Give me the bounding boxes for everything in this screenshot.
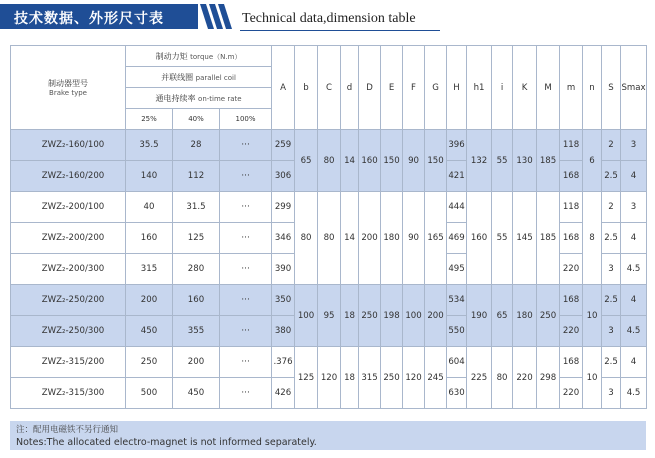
dim-Smax-cell: 4.5 [621,378,647,409]
dim-Smax-cell: 3 [621,130,647,161]
dim-F-cell: 90 [403,130,425,192]
dim-A-cell: 346 [272,223,295,254]
dim-S-cell: 2.5 [602,223,621,254]
ontime-header: 通电持续率 on-time rate [126,88,272,109]
dim-d-cell: 14 [341,192,359,285]
dim-header-n: n [583,46,602,130]
dim-F-cell: 100 [403,285,425,347]
table-row [11,285,647,316]
torque-40-cell: 31.5 [173,192,220,223]
dim-K-cell: 145 [513,192,537,285]
torque-25-cell: 450 [126,316,173,347]
dim-S-cell: 3 [602,378,621,409]
model-cell: ZWZ₂-250/200 [11,285,126,316]
table-row [11,192,647,223]
dim-K-cell: 130 [513,130,537,192]
dim-header-F: F [403,46,425,130]
torque-40-cell: 28 [173,130,220,161]
dim-header-Smax: Smax [621,46,647,130]
dim-C-cell: 80 [318,130,341,192]
dim-H-cell: 469 [447,223,467,254]
model-cell: ZWZ₂-315/300 [11,378,126,409]
dim-G-cell: 150 [425,130,447,192]
dim-G-cell: 165 [425,192,447,285]
dim-n-cell: 6 [583,130,602,192]
dim-header-d: d [341,46,359,130]
torque-100-cell: ··· [220,161,272,192]
model-cell: ZWZ₂-315/200 [11,347,126,378]
torque-40-cell: 280 [173,254,220,285]
torque-40-cell: 160 [173,285,220,316]
dim-A-cell: 350 [272,285,295,316]
dim-D-cell: 250 [359,285,381,347]
dim-A-cell: 306 [272,161,295,192]
torque-25-cell: 500 [126,378,173,409]
dim-S-cell: 2 [602,192,621,223]
dim-header-K: K [513,46,537,130]
dim-S-cell: 3 [602,254,621,285]
page-header [0,0,655,36]
dim-Smax-cell: 4 [621,285,647,316]
model-cell: ZWZ₂-160/200 [11,161,126,192]
torque-25-cell: 315 [126,254,173,285]
dim-S-cell: 2 [602,130,621,161]
dim-H-cell: 421 [447,161,467,192]
slash-decoration-icon [200,4,232,29]
dim-m-cell: 220 [560,378,583,409]
dim-Smax-cell: 4 [621,223,647,254]
model-cell: ZWZ₂-250/300 [11,316,126,347]
dim-header-b: b [295,46,318,130]
dim-i-cell: 55 [492,130,513,192]
dim-H-cell: 534 [447,285,467,316]
model-cell: ZWZ₂-200/200 [11,223,126,254]
title-cn: 技术数据、外形尺寸表 [14,11,164,27]
spec-table [10,45,647,409]
title-underline [240,30,440,31]
dim-m-cell: 168 [560,223,583,254]
dim-G-cell: 200 [425,285,447,347]
title-banner [0,4,198,29]
dim-b-cell: 65 [295,130,318,192]
torque-100-cell: ··· [220,192,272,223]
dim-header-D: D [359,46,381,130]
dim-F-cell: 90 [403,192,425,285]
model-cell: ZWZ₂-160/100 [11,130,126,161]
dim-C-cell: 120 [318,347,341,409]
dim-S-cell: 2.5 [602,347,621,378]
torque-25-cell: 160 [126,223,173,254]
dim-d-cell: 18 [341,347,359,409]
dim-C-cell: 80 [318,192,341,285]
dim-header-M: M [537,46,560,130]
model-cell: ZWZ₂-200/100 [11,192,126,223]
dim-M-cell: 185 [537,130,560,192]
torque-40-cell: 112 [173,161,220,192]
dim-H-cell: 604 [447,347,467,378]
dim-A-cell: 380 [272,316,295,347]
torque-100-cell: ··· [220,285,272,316]
dim-Smax-cell: 4.5 [621,254,647,285]
dim-H-cell: 630 [447,378,467,409]
dim-header-S: S [602,46,621,130]
dim-n-cell: 10 [583,347,602,409]
pct-100-header: 100% [220,109,272,130]
dim-A-cell: 299 [272,192,295,223]
dim-m-cell: 168 [560,161,583,192]
dim-b-cell: 125 [295,347,318,409]
dim-A-cell: .376 [272,347,295,378]
dim-D-cell: 200 [359,192,381,285]
dim-i-cell: 65 [492,285,513,347]
dim-header-C: C [318,46,341,130]
torque-25-cell: 250 [126,347,173,378]
dim-K-cell: 220 [513,347,537,409]
dim-H-cell: 444 [447,192,467,223]
torque-40-cell: 200 [173,347,220,378]
title-en: Technical data,dimension table [242,11,416,26]
dim-i-cell: 80 [492,347,513,409]
dim-E-cell: 250 [381,347,403,409]
dim-E-cell: 180 [381,192,403,285]
dim-h1-cell: 225 [467,347,492,409]
dim-d-cell: 18 [341,285,359,347]
dim-F-cell: 120 [403,347,425,409]
pct-40-header: 40% [173,109,220,130]
dim-h1-cell: 160 [467,192,492,285]
dim-A-cell: 259 [272,130,295,161]
dim-header-G: G [425,46,447,130]
dim-header-E: E [381,46,403,130]
dim-M-cell: 185 [537,192,560,285]
torque-100-cell: ··· [220,223,272,254]
note-cn: 注：配用电磁铁不另行通知 [16,425,119,435]
dim-Smax-cell: 3 [621,192,647,223]
dim-m-cell: 220 [560,254,583,285]
dim-header-H: H [447,46,467,130]
dim-n-cell: 8 [583,192,602,285]
dim-Smax-cell: 4 [621,161,647,192]
dim-h1-cell: 190 [467,285,492,347]
torque-25-cell: 40 [126,192,173,223]
note-en: Notes:The allocated electro-magnet is not informed separately. [16,437,317,448]
table-row [11,130,647,161]
torque-100-cell: ··· [220,254,272,285]
dim-h1-cell: 132 [467,130,492,192]
dim-H-cell: 495 [447,254,467,285]
model-cell: ZWZ₂-200/300 [11,254,126,285]
dim-b-cell: 80 [295,192,318,285]
torque-100-cell: ··· [220,316,272,347]
dim-C-cell: 95 [318,285,341,347]
model-header: 制动器型号 Brake type [11,46,126,130]
dim-K-cell: 180 [513,285,537,347]
dim-E-cell: 150 [381,130,403,192]
dim-n-cell: 10 [583,285,602,347]
torque-25-cell: 140 [126,161,173,192]
notes-box [10,421,646,450]
dim-D-cell: 315 [359,347,381,409]
dim-b-cell: 100 [295,285,318,347]
torque-header: 制动力矩 torque（N.m） [126,46,272,67]
dim-Smax-cell: 4 [621,347,647,378]
torque-100-cell: ··· [220,130,272,161]
pct-25-header: 25% [126,109,173,130]
dim-m-cell: 168 [560,285,583,316]
dim-d-cell: 14 [341,130,359,192]
dim-S-cell: 3 [602,316,621,347]
torque-40-cell: 125 [173,223,220,254]
dim-m-cell: 220 [560,316,583,347]
dim-E-cell: 198 [381,285,403,347]
dim-m-cell: 168 [560,347,583,378]
dim-header-h1: h1 [467,46,492,130]
torque-40-cell: 355 [173,316,220,347]
dim-header-i: i [492,46,513,130]
dim-M-cell: 298 [537,347,560,409]
dim-S-cell: 2.5 [602,161,621,192]
torque-25-cell: 35.5 [126,130,173,161]
dim-m-cell: 118 [560,130,583,161]
dim-i-cell: 55 [492,192,513,285]
dim-A-cell: 390 [272,254,295,285]
dim-Smax-cell: 4.5 [621,316,647,347]
dim-header-m: m [560,46,583,130]
dim-m-cell: 118 [560,192,583,223]
dim-D-cell: 160 [359,130,381,192]
torque-25-cell: 200 [126,285,173,316]
dim-header-A: A [272,46,295,130]
dim-S-cell: 2.5 [602,285,621,316]
coil-header: 并联线圈 parallel coil [126,67,272,88]
table-row [11,347,647,378]
dim-A-cell: 426 [272,378,295,409]
dim-H-cell: 396 [447,130,467,161]
dim-H-cell: 550 [447,316,467,347]
torque-100-cell: ··· [220,347,272,378]
torque-100-cell: ··· [220,378,272,409]
dim-M-cell: 250 [537,285,560,347]
torque-40-cell: 450 [173,378,220,409]
dim-G-cell: 245 [425,347,447,409]
